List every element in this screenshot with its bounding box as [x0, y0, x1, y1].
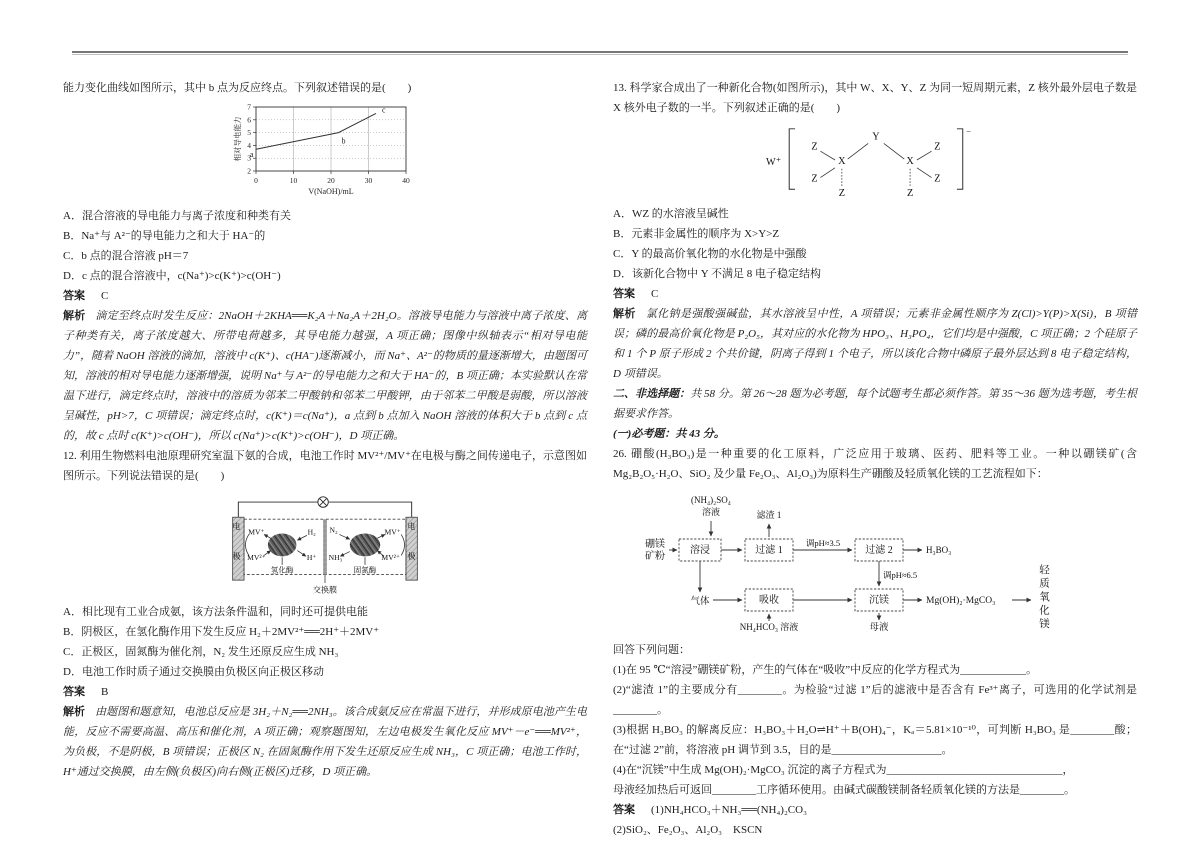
h2-label: H₂ — [307, 527, 316, 537]
sink-mg-box-label: 沉镁 — [869, 595, 889, 606]
bonds — [820, 143, 931, 186]
q11-figure — [63, 101, 587, 204]
answer-label: 答案 — [613, 288, 635, 300]
absorb-box-label: 吸收 — [759, 595, 779, 606]
nitrogenase-blob — [350, 533, 380, 556]
n2-label: N₂ — [329, 525, 338, 535]
h-plus-label: H⁺ — [306, 553, 317, 563]
y-axis-label: 相对导电能力 — [233, 116, 242, 162]
answer-label: 答案 — [63, 290, 85, 302]
x-tick-label: 30 — [364, 176, 373, 185]
light-magnesia-label: 轻质氧化镁 — [1038, 564, 1049, 632]
x-tick-label: 10 — [289, 176, 298, 185]
q12-option-a: A．相比现有工业合成氨，该方法条件温和，同时还可提供电能 — [63, 606, 368, 618]
mv-plus-label: MV⁺ — [248, 527, 265, 537]
section2-heading — [613, 384, 1137, 424]
q13-figure — [613, 121, 1137, 202]
y-tick-label: 2 — [247, 166, 251, 176]
analysis-label: 解析 — [63, 310, 86, 322]
analysis-label: 解析 — [613, 308, 636, 320]
mv-2plus-label: MV²⁺ — [247, 553, 266, 563]
nitrogenase-label: 固氮酶 — [353, 565, 377, 575]
conductivity-chart — [230, 101, 420, 201]
circuit-wires — [238, 497, 411, 519]
q12-figure — [63, 489, 587, 600]
flow-arrows — [669, 521, 1031, 621]
hydrogenase-blob — [268, 533, 297, 556]
left-column — [63, 78, 587, 840]
x-tick-label: 20 — [327, 176, 335, 185]
x-tick-label: 0 — [254, 176, 258, 185]
residue-label: 滤渣 1 — [756, 510, 782, 520]
precipitate-label: Mg(OH)₂·MgCO₃ — [926, 596, 996, 606]
atom-labels — [766, 127, 971, 199]
answer-value-1: (1)NH₄HCO₃＋NH₃══(NH₄)₂CO₃ — [651, 804, 807, 816]
terminal-atom: Z — [811, 173, 818, 185]
right-electrode-label: 电极 — [407, 522, 416, 582]
q12-intro: 12. 利用生物燃料电池原理研究室温下氨的合成，电池工作时 MV²⁺/MV⁺在电极与酶之间传递电子，示意图如图所示。下列说法错误的是( ) — [63, 450, 587, 482]
analysis-text: 由题图和题意知，电池总反应是 3H₂＋N₂══2NH₃。该合成氨反应在常温下进行，并形成原电池产生电能，反应不需要高温、高压和催化剂，A 项正确；观察题图知，左边电极发生氧化反应 MV⁺－e⁻══MV²⁺，为负极，不是阴极，B 项错误；正极区 N₂ 在固氮酶作用下发生还原反应生成 NH₃，C 项正确；电池工作时，H⁺通过交换膜，由左侧(负极区)向右侧(正极区)迁移，D 项正确。 — [63, 706, 587, 778]
center-atom: X — [838, 155, 846, 167]
ore-label: 矿粉 — [645, 551, 665, 562]
leach-box-label: 溶浸 — [690, 545, 710, 556]
q11-intro: 能力变化曲线如图所示，其中 b 点为反应终点。下列叙述错误的是( ) — [63, 82, 412, 94]
gas-label: 气体 — [690, 597, 710, 607]
x-tick-label: 40 — [402, 176, 410, 185]
y-tick-label: 3 — [247, 153, 251, 163]
q13-answer-line — [613, 284, 1137, 304]
cation-label: W⁺ — [766, 156, 782, 168]
filter1-box-label: 过滤 1 — [755, 545, 783, 556]
data-line — [256, 113, 376, 149]
q13-option-c: C．Y 的最高价氧化物的水化物是中强酸 — [613, 248, 807, 260]
q26-part1: (1)在 95 ℃“溶浸”硼镁矿粉，产生的气体在“吸收”中反应的化学方程式为____________。 — [613, 664, 1038, 676]
answer-value: C — [101, 290, 109, 302]
hydrogenase-label: 氢化酶 — [270, 565, 294, 575]
terminal-atom: Z — [906, 188, 914, 199]
q12-option-b: B．阴极区，在氢化酶作用下发生反应 H₂＋2MV²⁺══2H⁺＋2MV⁺ — [63, 626, 380, 638]
section2-rest: 共 58 分。第 26～28 题为必考题，每个试题考生都必须作答。第 35～36 题为选考题，考生根据要求作答。 — [613, 388, 1137, 420]
terminal-atom: Z — [838, 188, 845, 199]
q26-figure — [613, 487, 1137, 638]
ore-label: 硼镁 — [645, 539, 665, 550]
absorb-reagent-label: NH₄HCO₃ 溶液 — [739, 622, 799, 632]
compound-structure-diagram — [755, 121, 995, 199]
q13-option-a: A．WZ 的水溶液呈碱性 — [613, 208, 729, 220]
battery-diagram — [225, 489, 425, 597]
q12-analysis — [63, 702, 587, 782]
solution-label: 溶液 — [701, 507, 721, 517]
q26-intro: 26. 硼酸(H₃BO₃)是一种重要的化工原料，广泛应用于玻璃、医药、肥料等工业。一种以硼镁矿(含 Mg₂B₂O₅·H₂O、SiO₂ 及少量 Fe₂O₃、Al₂O₃)为原料生产硼酸及轻质氧化镁的工艺流程如下： — [613, 448, 1137, 480]
q26-prompt: 回答下列问题： — [613, 644, 690, 656]
flow-labels — [645, 495, 995, 633]
mv-plus-label: MV⁺ — [384, 527, 401, 537]
left-electrode-label: 电极 — [232, 522, 241, 582]
ph1-label: 调pH≈3.5 — [805, 538, 841, 548]
bridge-atom: Y — [872, 131, 880, 143]
answer-label: 答案 — [63, 686, 85, 698]
q26-answer-line2: (2)SiO₂、Fe₂O₃、Al₂O₃ KSCN — [613, 824, 763, 836]
boric-acid-label: H₃BO₃ — [926, 545, 952, 555]
q13-option-b: B．元素非金属性的顺序为 X>Y>Z — [613, 228, 780, 240]
answer-value: C — [651, 288, 659, 300]
q26-part4a: (4)在“沉镁”中生成 Mg(OH)₂·MgCO₃ 沉淀的离子方程式为________________________________， — [613, 764, 1074, 776]
right-column — [613, 78, 1137, 840]
anion-charge: − — [966, 126, 972, 137]
q13-analysis — [613, 304, 1137, 384]
analysis-text: 氯化钠是强酸强碱盐，其水溶液呈中性，A 项错误；元素非金属性顺序为 Z(Cl)>Y(P)>X(Si)，B 项错误；磷的最高价氧化物是 P₂O₅，其对应的水化物为 HPO₃、H₃PO₄，它们均是中强酸，C 项正确；2 个硅原子和 1 个 P 原子形成 2 个共价键，阴离子得到 1 个电子，所以该化合物中磷原子最外层达到 8 电子稳定结构，D 项错误。 — [613, 308, 1138, 380]
analysis-text: 滴定至终点时发生反应：2NaOH＋2KHA══K₂A＋Na₂A＋2H₂O。溶液导电能力与溶液中离子浓度、离子种类有关，离子浓度越大、所带电荷越多，其导电能力越强，A 项正确；图像中纵轴表示“相对导电能力”，随着 NaOH 溶液的滴加，溶液中 c(K⁺)、c(HA⁻)逐渐减小，而 Na⁺、A²⁻的物质的量逐渐增大，由题图可知，溶液的相对导电能力逐渐增强，说明 Na⁺与 A²⁻的导电能力之和大于 HA⁻的，B 项正确；本实验默认在常温下进行，滴定终点时，溶液中的溶质为邻苯二甲酸钠和邻苯二甲酸钾，由于邻苯二甲酸是弱酸，所以溶液呈碱性，pH>7，C 项错误；滴定终点时，c(K⁺)＝c(Na⁺)，a 点到 b 点加入 NaOH 溶液的体积大于 b 点到 c 点的，故 c 点时 c(K⁺)>c(OH⁻)，所以 c(Na⁺)>c(K⁺)>c(OH⁻)，D 项正确。 — [63, 310, 587, 442]
y-tick-label: 4 — [247, 140, 251, 150]
point-label: a — [250, 150, 254, 160]
terminal-atom: Z — [934, 173, 941, 185]
answer-label: 答案 — [613, 804, 635, 816]
section2-subheading: (一)必考题：共 43 分。 — [613, 428, 725, 440]
y-tick-label: 5 — [247, 128, 251, 138]
x-axis-label: V(NaOH)/mL — [308, 187, 354, 196]
q11-option-b: B．Na⁺与 A²⁻的导电能力之和大于 HA⁻的 — [63, 230, 266, 242]
nh3-label: NH₃ — [328, 553, 343, 563]
y-tick-label: 7 — [247, 102, 251, 112]
two-column-layout — [63, 78, 1137, 840]
battery-figure — [225, 489, 425, 600]
mv-2plus-label: MV²⁺ — [381, 553, 400, 563]
answer-value: B — [101, 686, 109, 698]
q26-part4b: 母液经加热后可返回________工序循环使用。由碱式碳酸镁制备轻质氧化镁的方法是________。 — [613, 784, 1075, 796]
mother-liquor-label: 母液 — [869, 623, 889, 633]
process-flowchart — [635, 487, 1115, 638]
q26-part3: (3)根据 H₃BO₃ 的解离反应：H₃BO₃＋H₂O⇌H⁺＋B(OH)₄⁻，Kₐ＝5.81×10⁻¹⁰，可判断 H₃BO₃ 是________酸；在“过滤 2”前，将溶液 pH 调节到 3.5，目的是____________________。 — [613, 724, 1137, 756]
terminal-atom: Z — [811, 141, 818, 153]
q11-option-c: C．b 点的混合溶液 pH＝7 — [63, 250, 189, 262]
q11-option-d: D．c 点的混合溶液中，c(Na⁺)>c(K⁺)>c(OH⁻) — [63, 270, 281, 282]
point-label: b — [341, 136, 346, 146]
point-label: c — [382, 105, 386, 115]
section2-label: 二、非选择题： — [613, 388, 691, 400]
q12-option-c: C．正极区，固氮酶为催化剂，N₂ 发生还原反应生成 NH₃ — [63, 646, 339, 658]
q26-part2: (2)“滤渣 1”的主要成分有________。为检验“过滤 1”后的滤液中是否含有 Fe³⁺离子，可选用的化学试剂是________。 — [613, 684, 1137, 716]
y-tick-label: 6 — [247, 115, 251, 125]
center-atom: X — [906, 155, 914, 167]
q12-option-d: D．电池工作时质子通过交换膜由负极区向正极区移动 — [63, 666, 324, 678]
header-rule — [72, 51, 1128, 55]
q13-intro: 13. 科学家合成出了一种新化合物(如图所示)，其中 W、X、Y、Z 为同一短周期元素，Z 核外最外层电子数是 X 核外电子数的一半。下列叙述正确的是( ) — [613, 82, 1137, 114]
q13-option-d: D．该新化合物中 Y 不满足 8 电子稳定结构 — [613, 268, 821, 280]
q11-option-a: A．混合溶液的导电能力与离子浓度和种类有关 — [63, 210, 291, 222]
ph2-label: 调pH≈6.5 — [883, 570, 918, 580]
ammonium-sulfate-label: (NH₄)₂SO₄ — [691, 495, 731, 505]
terminal-atom: Z — [934, 141, 941, 153]
analysis-label: 解析 — [63, 706, 86, 718]
q26-answer-line1 — [613, 800, 1137, 820]
q12-answer-line — [63, 682, 587, 702]
q11-answer-line — [63, 286, 587, 306]
q11-analysis — [63, 306, 587, 446]
filter2-box-label: 过滤 2 — [865, 545, 893, 556]
membrane-label: 交换膜 — [312, 585, 338, 595]
